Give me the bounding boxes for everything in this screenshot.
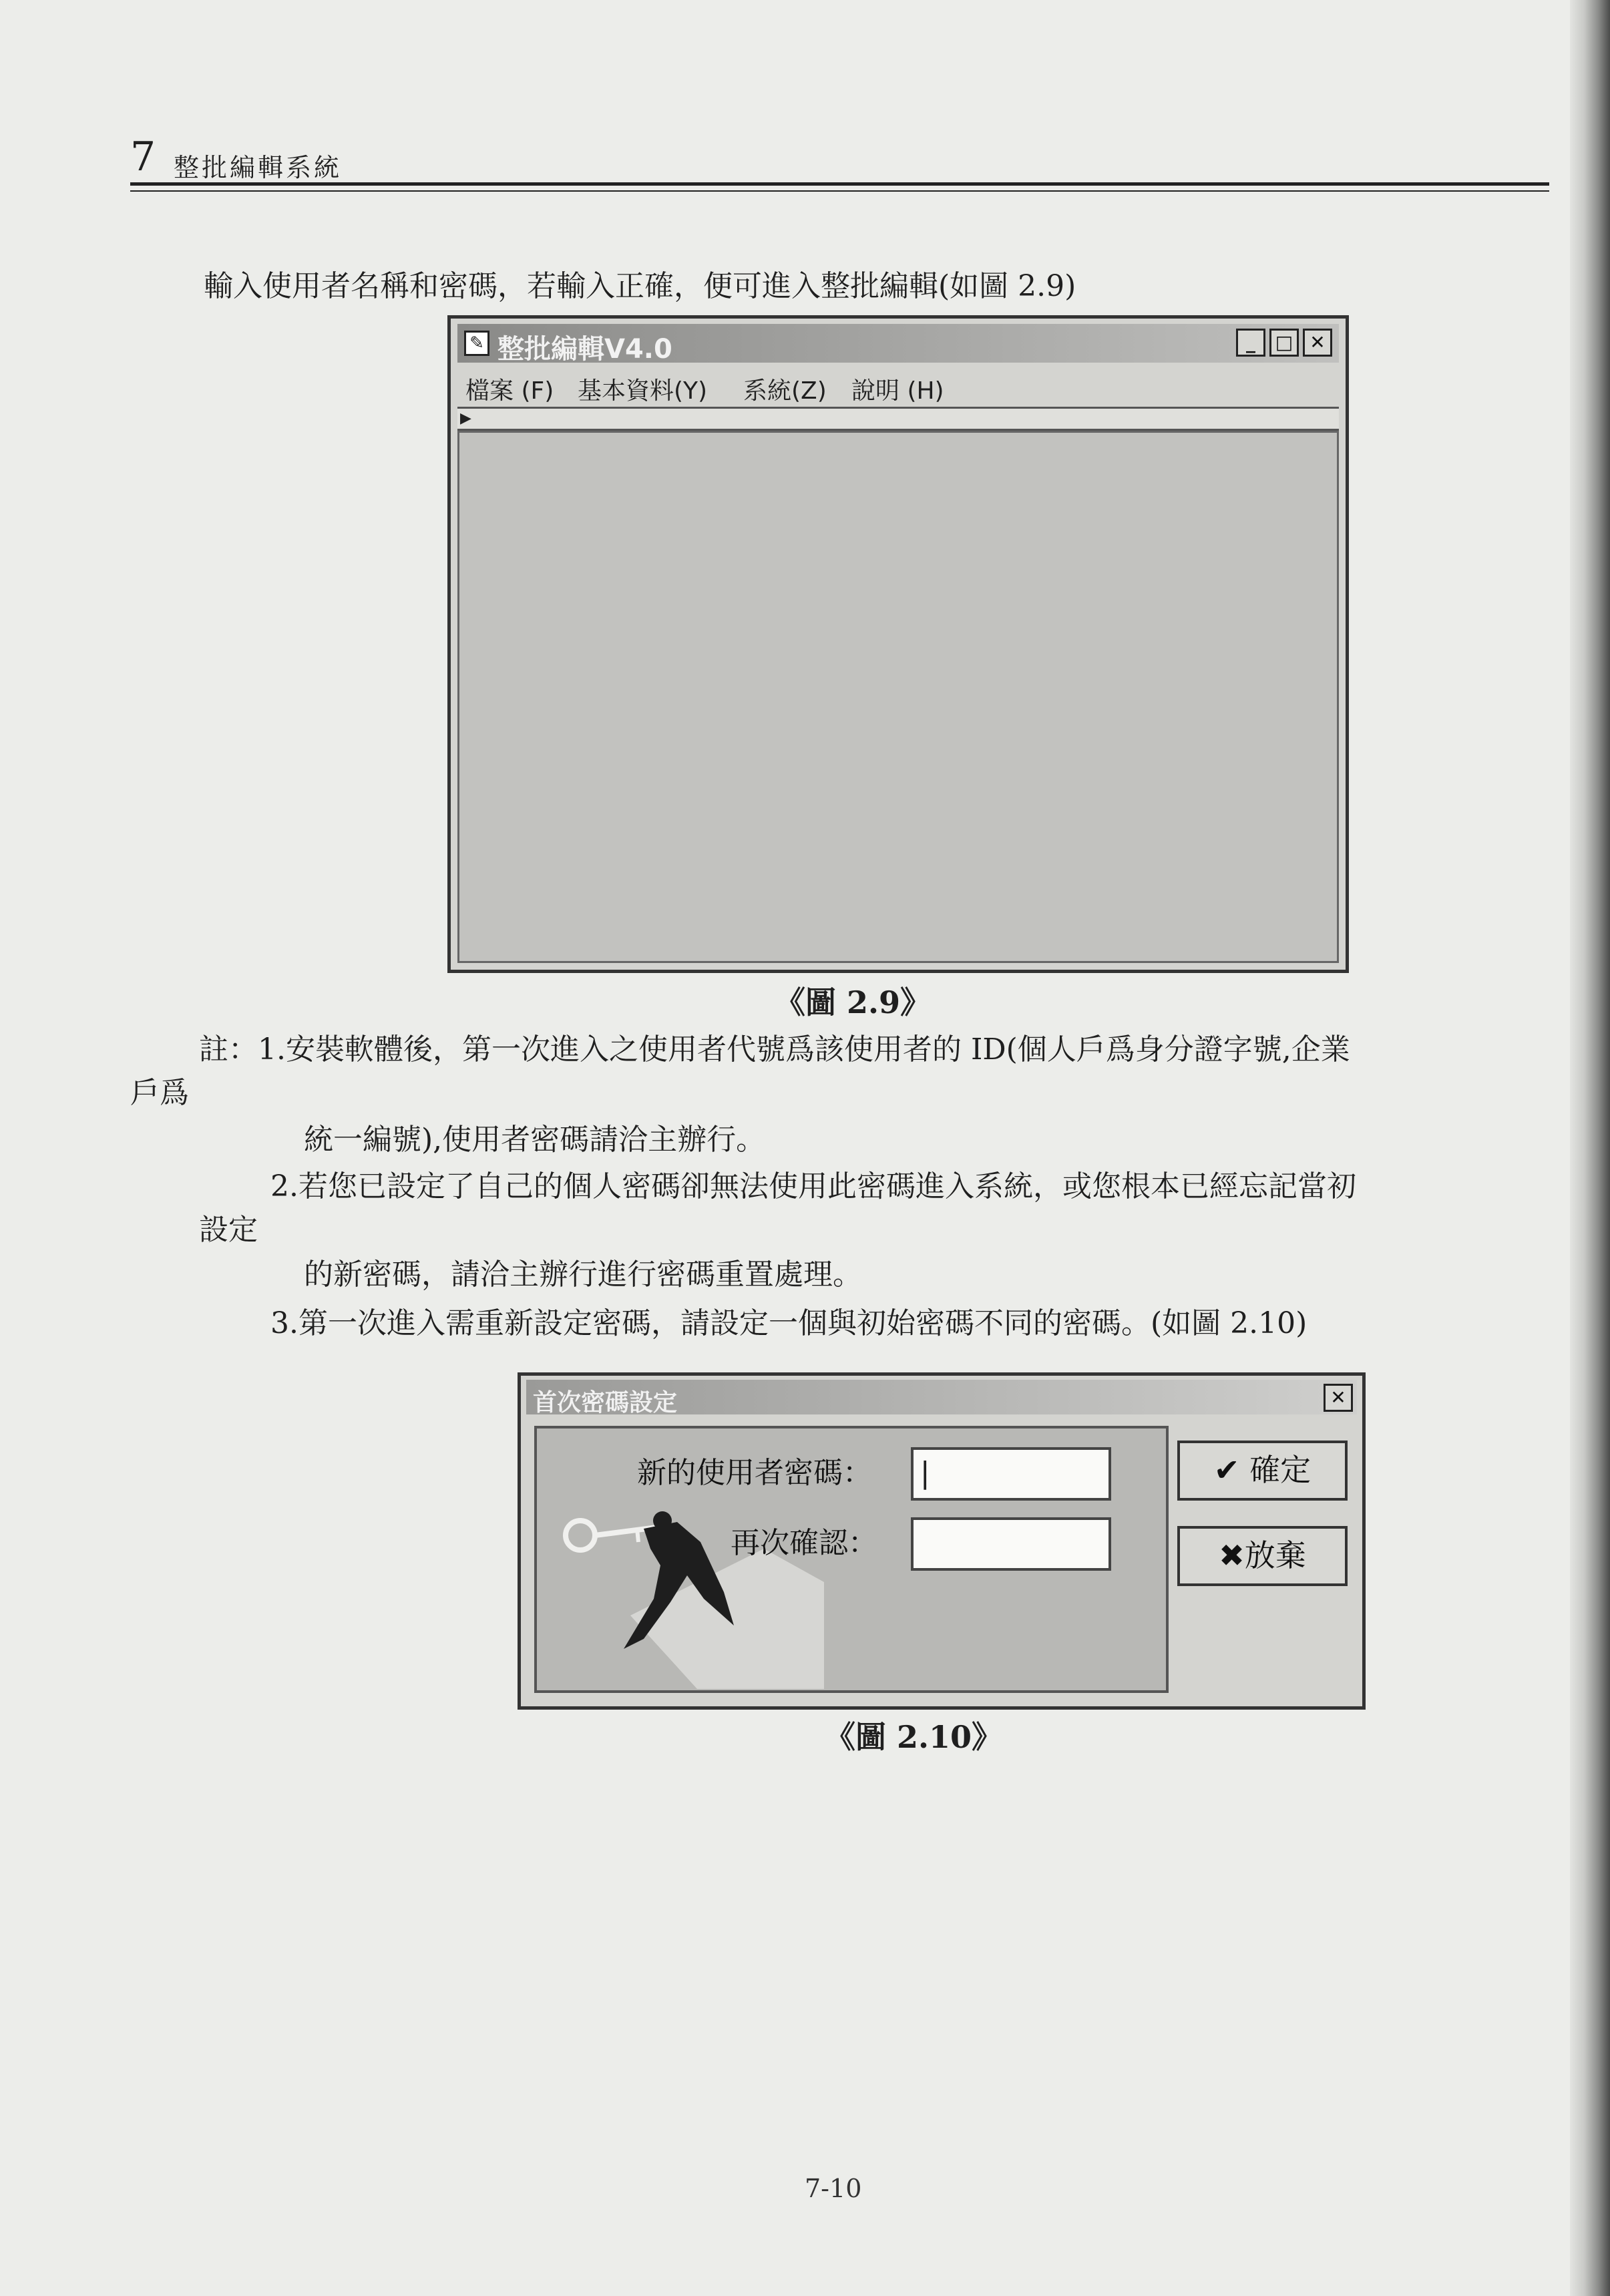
menu-help[interactable]: 說明 (H)	[851, 377, 944, 405]
note-1-line-1: 註：1.安裝軟體後，第一次進入之使用者代號爲該使用者的 ID(個人戶爲身分證字號,企業	[199, 1032, 1350, 1067]
dialog-close-button[interactable]: ✕	[1324, 1384, 1353, 1412]
page-number: 7-10	[805, 2174, 862, 2203]
maximize-button[interactable]: □	[1269, 329, 1299, 357]
main-window-screenshot	[447, 315, 1349, 973]
intro-text: 輸入使用者名稱和密碼，若輸入正確，便可進入整批編輯(如圖 2.9)	[204, 269, 1076, 303]
note-3-line-1: 3.第一次進入需重新設定密碼，請設定一個與初始密碼不同的密碼。(如圖 2.10)	[270, 1306, 1307, 1340]
minimize-button[interactable]: _	[1236, 329, 1265, 357]
header-rule-thin	[130, 190, 1549, 192]
arrow-marker-icon: ▶	[460, 410, 471, 427]
menu-system[interactable]: 系統(Z)	[743, 377, 827, 405]
header-rule	[130, 182, 1549, 186]
new-password-input[interactable]: |	[911, 1447, 1111, 1501]
new-password-label: 新的使用者密碼：	[637, 1456, 872, 1490]
menu-basic-data[interactable]: 基本資料(Y)	[578, 377, 708, 405]
confirm-password-label: 再次確認：	[731, 1526, 877, 1560]
dialog-titlebar	[526, 1380, 1357, 1414]
chapter-title: 整批編輯系統	[174, 153, 343, 182]
figure-caption-2-9: 《圖 2.9》	[775, 984, 932, 1020]
note-1-line-2: 戶爲	[130, 1076, 189, 1110]
page-header	[130, 134, 1549, 200]
figure-caption-2-10: 《圖 2.10》	[825, 1719, 1003, 1755]
toolbar-strip	[457, 407, 1339, 431]
menu-bar	[457, 367, 1339, 405]
password-dialog-screenshot	[518, 1372, 1366, 1710]
note-2-line-2: 設定	[199, 1213, 258, 1247]
note-2-line-3: 的新密碼，請洽主辦行進行密碼重置處理。	[304, 1258, 862, 1292]
page-edge-shadow	[1570, 0, 1610, 2296]
dialog-title: 首次密碼設定	[533, 1389, 678, 1416]
window-client-area	[457, 431, 1339, 963]
close-button[interactable]: ✕	[1303, 329, 1332, 357]
chapter-number: 7	[130, 134, 156, 180]
note-2-line-1: 2.若您已設定了自己的個人密碼卻無法使用此密碼進入系統，或您根本已經忘記當初	[270, 1169, 1356, 1203]
cancel-button[interactable]: ✖放棄	[1177, 1526, 1348, 1586]
window-title: 整批編輯V4.0	[497, 334, 672, 365]
note-1-line-3: 統一編號),使用者密碼請洽主辦行。	[304, 1123, 766, 1157]
confirm-password-input[interactable]	[911, 1517, 1111, 1571]
menu-file[interactable]: 檔案 (F)	[465, 377, 554, 405]
window-titlebar	[457, 324, 1339, 363]
ok-button[interactable]: ✔ 確定	[1177, 1441, 1348, 1501]
dialog-content-panel	[534, 1426, 1169, 1693]
document-edit-icon: ✎	[464, 331, 489, 356]
